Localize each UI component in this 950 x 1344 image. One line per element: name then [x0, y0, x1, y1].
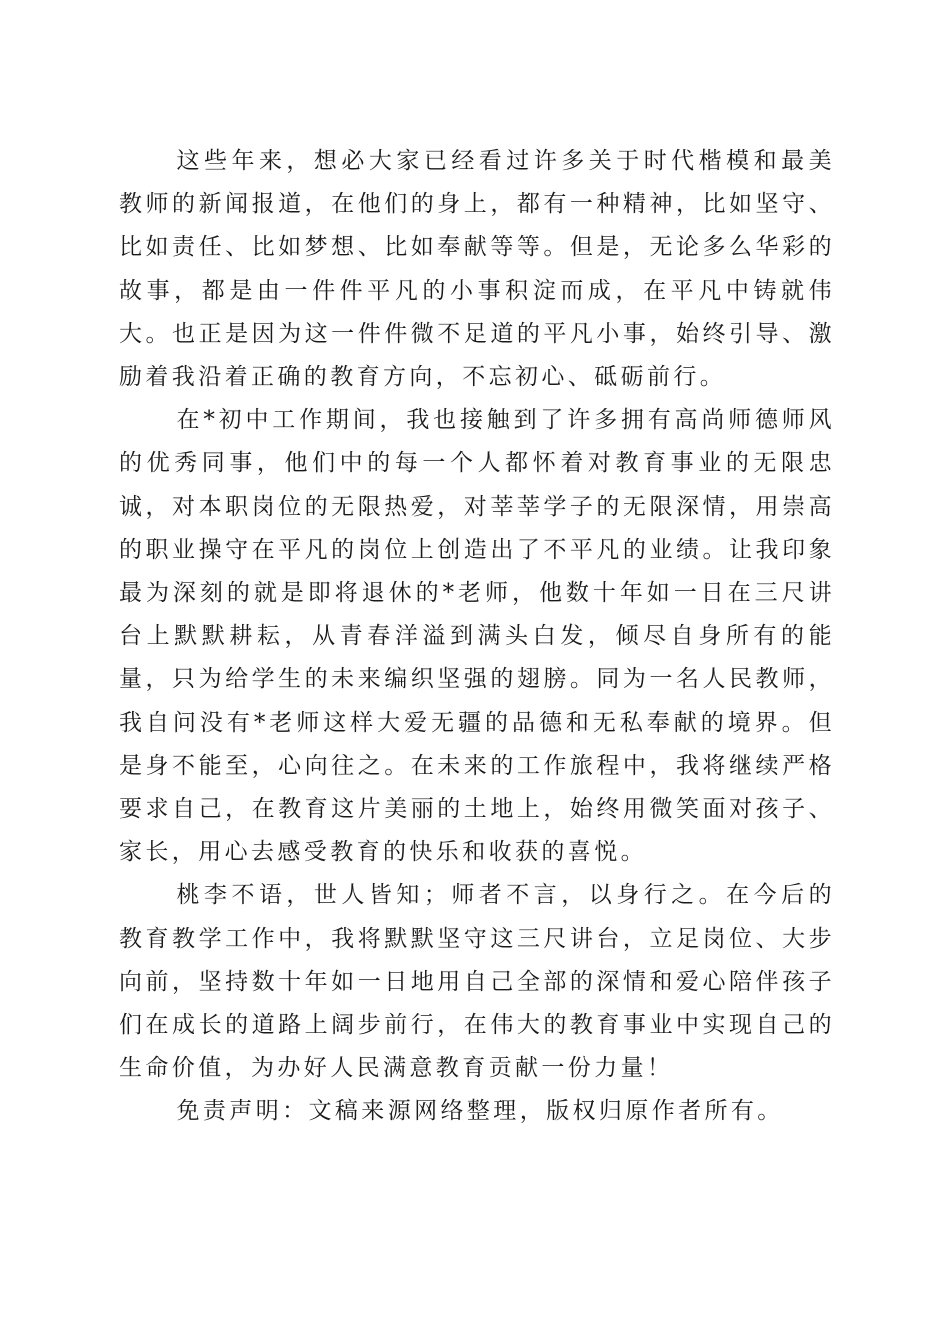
disclaimer: 免责声明：文稿来源网络整理，版权归原作者所有。 — [176, 1098, 784, 1125]
document-body — [119, 140, 835, 1134]
paragraph-commitment: 桃李不语，世人皆知；师者不言，以身行之。在今后的教育教学工作中，我将默默坚守这三尺讲台，立足岗位、大步向前，坚持数十年如一日地用自己全部的深情和爱心陪伴孩子们在成长的道路上阔步前行，在伟大的教育事业中实现自己的生命价值，为办好人民满意教育贡献一份力量！ — [119, 882, 835, 1082]
paragraph-role-models: 这些年来，想必大家已经看过许多关于时代楷模和最美教师的新闻报道，在他们的身上，都有一种精神，比如坚守、比如责任、比如梦想、比如奉献等等。但是，无论多么华彩的故事，都是由一件件平凡的小事积淀而成，在平凡中铸就伟大。也正是因为这一件件微不足道的平凡小事，始终引导、激励着我沿着正确的教育方向，不忘初心、砥砺前行。 — [119, 148, 835, 391]
paragraph-colleagues: 在*初中工作期间，我也接触到了许多拥有高尚师德师风的优秀同事，他们中的每一个人都怀着对教育事业的无限忠诚，对本职岗位的无限热爱，对莘莘学子的无限深情，用崇高的职业操守在平凡的岗位上创造出了不平凡的业绩。让我印象最为深刻的就是即将退休的*老师，他数十年如一日在三尺讲台上默默耕耘，从青春洋溢到满头白发，倾尽自身所有的能量，只为给学生的未来编织坚强的翅膀。同为一名人民教师，我自问没有*老师这样大爱无疆的品德和无私奉献的境界。但是身不能至，心向往之。在未来的工作旅程中，我将继续严格要求自己，在教育这片美丽的土地上，始终用微笑面对孩子、家长，用心去感受教育的快乐和收获的喜悦。 — [119, 407, 835, 866]
